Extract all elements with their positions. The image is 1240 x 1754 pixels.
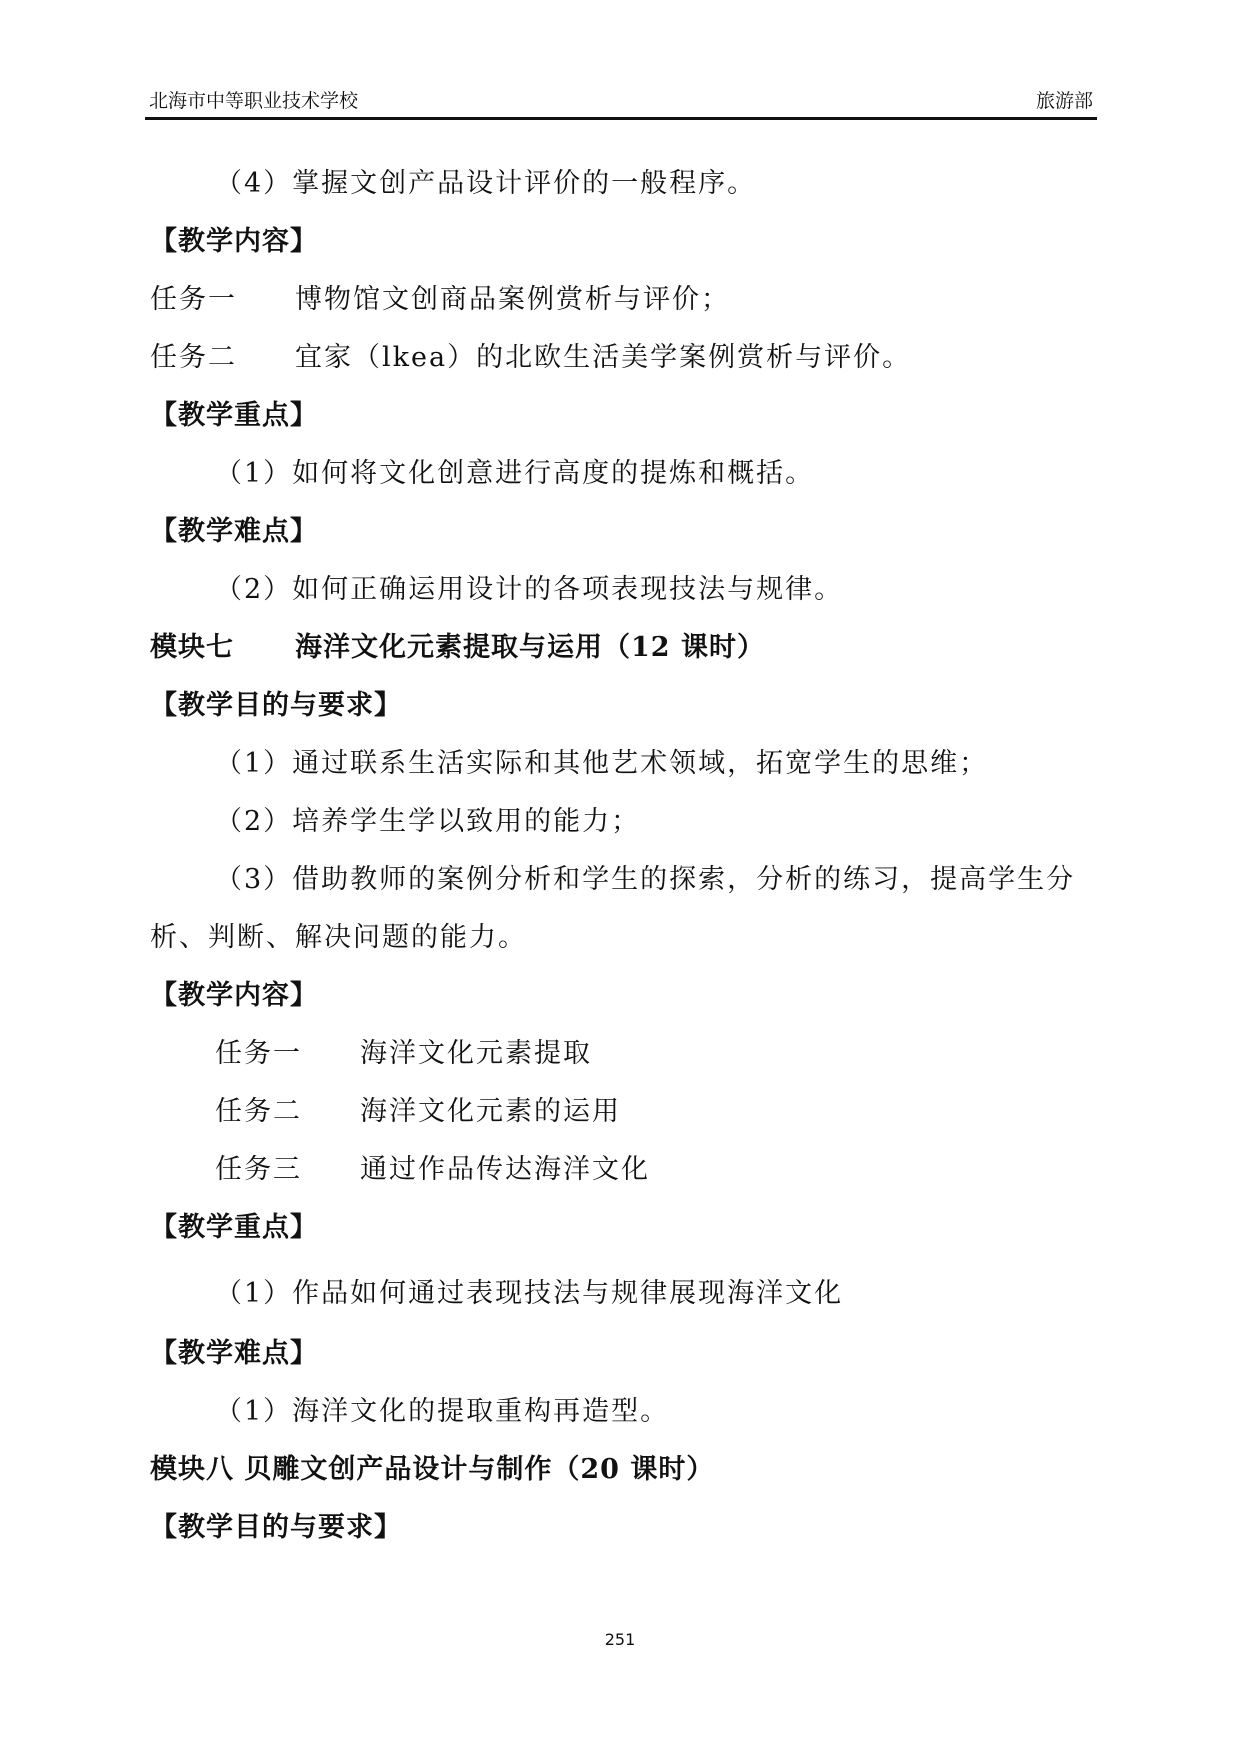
difficulty-item: （2）如何正确运用设计的各项表现技法与规律。: [215, 574, 844, 605]
page-number: 251: [604, 1630, 636, 1649]
task-text: 宜家（lkea）的北欧生活美学案例赏析与评价。: [295, 342, 912, 373]
section-heading-content: 【教学内容】: [150, 226, 318, 257]
task-text: 通过作品传达海洋文化: [360, 1154, 650, 1185]
key-point-item: （1）作品如何通过表现技法与规律展现海洋文化: [215, 1278, 844, 1309]
task-label: 任务二: [215, 1096, 302, 1127]
section-heading-difficulties: 【教学难点】: [150, 1338, 318, 1369]
task-row: [215, 1036, 592, 1072]
module-title: 海洋文化元素提取与运用（12 课时）: [295, 632, 765, 663]
objective-item: （2）培养学生学以致用的能力；: [215, 806, 641, 837]
task-label: 任务三: [215, 1154, 302, 1185]
school-name: 北海市中等职业技术学校: [149, 90, 359, 112]
task-label: 任务一: [215, 1038, 302, 1069]
task-text: 博物馆文创商品案例赏析与评价；: [295, 284, 730, 315]
objective-item-4: （4）掌握文创产品设计评价的一般程序。: [215, 168, 757, 199]
section-heading-content: 【教学内容】: [150, 980, 318, 1011]
task-label: 任务一: [150, 284, 237, 315]
module-heading: [150, 630, 765, 666]
section-heading-key-points: 【教学重点】: [150, 400, 318, 431]
objective-item: （3）借助教师的案例分析和学生的探索，分析的练习，提高学生分: [215, 864, 1076, 895]
task-text: 海洋文化元素的运用: [360, 1096, 621, 1127]
task-row: [150, 282, 730, 318]
difficulty-item: （1）海洋文化的提取重构再造型。: [215, 1396, 670, 1427]
page-header: [145, 86, 1097, 116]
objective-item: （1）通过联系生活实际和其他艺术领域，拓宽学生的思维；: [215, 748, 989, 779]
key-point-item: （1）如何将文化创意进行高度的提炼和概括。: [215, 458, 815, 489]
module-heading: 模块八 贝雕文创产品设计与制作（20 课时）: [150, 1454, 715, 1485]
section-heading-difficulties: 【教学难点】: [150, 516, 318, 547]
department-name: 旅游部: [1035, 90, 1093, 112]
objective-item-continued: 析、判断、解决问题的能力。: [150, 922, 527, 953]
task-text: 海洋文化元素提取: [360, 1038, 592, 1069]
section-heading-key-points: 【教学重点】: [150, 1212, 318, 1243]
task-row: [215, 1152, 650, 1188]
task-row: [150, 340, 911, 376]
header-divider: [145, 117, 1097, 120]
section-heading-objectives: 【教学目的与要求】: [150, 690, 402, 721]
section-heading-objectives: 【教学目的与要求】: [150, 1512, 402, 1543]
module-label: 模块七: [150, 632, 234, 663]
task-label: 任务二: [150, 342, 237, 373]
task-row: [215, 1094, 621, 1130]
